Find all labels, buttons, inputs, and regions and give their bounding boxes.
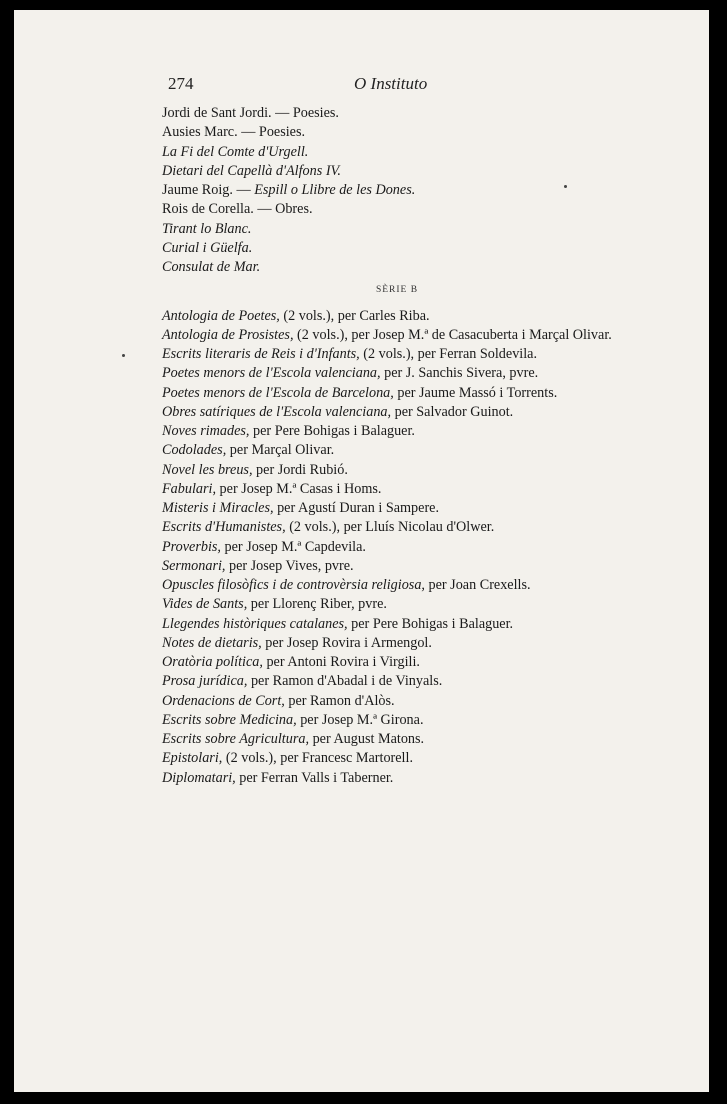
list-item (162, 595, 632, 614)
book-page (14, 10, 709, 1092)
running-title: O Instituto (354, 74, 428, 93)
list-item (162, 730, 632, 749)
series-b-list (162, 307, 632, 788)
list-item (162, 220, 632, 239)
entry-text: Ausies Marc. — Poesies. (162, 124, 306, 141)
entry-title: Sermonari, (162, 557, 226, 574)
entry-title: Notes de dietaris, (162, 634, 262, 651)
list-item (162, 384, 632, 403)
list-item (162, 441, 632, 460)
entry-author: per Agustí Duran i Sampere. (273, 500, 440, 516)
series-a-list (162, 104, 632, 277)
entry-author: (2 vols.), per Ferran Soldevila. (359, 346, 538, 362)
list-item (162, 307, 632, 326)
entry-author: (2 vols.), per Carles Riba. (279, 307, 430, 324)
entry-author: per Antoni Rovira i Virgili. (262, 654, 420, 670)
list-item (162, 345, 632, 364)
list-item (162, 200, 632, 219)
list-item (162, 104, 632, 123)
entry-author: (2 vols.), per Lluís Nicolau d'Olwer. (285, 519, 495, 536)
entry-title: Fabulari, (162, 480, 216, 497)
entry-title: Opuscles filosòfics i de controvèrsia religiosa, (162, 577, 425, 593)
entry-author: per Llorenç Riber, pvre. (247, 596, 387, 613)
entry-author: per Marçal Olivar. (226, 442, 335, 459)
list-item (162, 123, 632, 142)
entry-title: Vides de Sants, (162, 596, 248, 613)
entry-title: Escrits sobre Agricultura, (162, 731, 310, 747)
entry-title: Curial i Güelfa. (162, 239, 253, 256)
list-item (162, 326, 632, 345)
entry-title: Espill o Llibre de les Dones. (254, 182, 416, 198)
entry-author: per Pere Bohigas i Balaguer. (249, 423, 415, 439)
entry-author: per J. Sanchis Sivera, pvre. (380, 365, 539, 382)
entry-author: per Salvador Guinot. (391, 403, 514, 420)
list-item (162, 672, 632, 691)
entry-title: Antologia de Poetes, (162, 307, 280, 324)
entry-text: Jaume Roig. — (162, 182, 255, 198)
entry-title: Poetes menors de l'Escola de Barcelona, (162, 384, 394, 401)
entry-title: Prosa jurídica, (162, 673, 248, 690)
list-item (162, 576, 632, 595)
entry-title: Consulat de Mar. (162, 259, 261, 275)
list-item (162, 143, 632, 162)
entry-author: per Pere Bohigas i Balaguer. (347, 615, 514, 632)
entry-title: Novel les breus, (162, 461, 253, 478)
list-item (162, 615, 632, 634)
entry-author: per Jaume Massó i Torrents. (393, 384, 558, 401)
entry-text: Jordi de Sant Jordi. — Poesies. (162, 105, 339, 121)
entry-title: Escrits literaris de Reis i d'Infants, (162, 346, 360, 362)
list-item (162, 538, 632, 557)
list-item (162, 258, 632, 277)
entry-title: Escrits sobre Medicina, (162, 711, 297, 728)
entry-author: per Josep M.ª Casas i Homs. (216, 480, 382, 497)
entry-title: Escrits d'Humanistes, (162, 519, 286, 536)
entry-text: Rois de Corella. — Obres. (162, 201, 313, 218)
entry-author: per Josep Rovira i Armengol. (261, 634, 432, 651)
page-number: 274 (168, 74, 194, 93)
list-item (162, 499, 632, 518)
list-item (162, 162, 632, 181)
entry-author: per Josep M.ª Capdevila. (220, 538, 366, 555)
list-item (162, 769, 632, 788)
entry-title: Misteris i Miracles, (162, 500, 274, 516)
list-item (162, 480, 632, 499)
page-header (164, 74, 564, 98)
entry-author: per Josep Vives, pvre. (225, 557, 354, 574)
entry-title: Proverbis, (162, 538, 221, 555)
entry-author: per Josep M.ª Girona. (296, 711, 424, 728)
list-item (162, 403, 632, 422)
entry-author: per Ferran Valls i Taberner. (235, 769, 394, 786)
list-item (162, 711, 632, 730)
entry-author: (2 vols.), per Francesc Martorell. (222, 750, 413, 767)
entry-title: Tirant lo Blanc. (162, 220, 252, 237)
list-item (162, 422, 632, 441)
entry-title: Obres satíriques de l'Escola valenciana, (162, 403, 392, 420)
entry-title: Antologia de Prosistes, (162, 326, 294, 343)
entry-title: La Fi del Comte d'Urgell. (162, 143, 309, 160)
entry-title: Oratòria política, (162, 654, 263, 670)
entry-author: per Ramon d'Abadal i de Vinyals. (247, 673, 443, 690)
entry-title: Poetes menors de l'Escola valenciana, (162, 365, 381, 382)
entry-author: per August Matons. (309, 731, 425, 747)
entry-author: per Joan Crexells. (424, 577, 531, 593)
entry-title: Ordenacions de Cort, (162, 692, 285, 709)
entry-title: Noves rimades, (162, 423, 250, 439)
entry-title: Diplomatari, (162, 769, 236, 786)
ink-speck (122, 354, 125, 357)
list-item (162, 557, 632, 576)
entry-title: Epistolari, (162, 750, 223, 767)
entry-author: (2 vols.), per Josep M.ª de Casacuberta i Marçal Olivar. (293, 326, 612, 343)
list-item (162, 239, 632, 258)
entry-title: Llegendes històriques catalanes, (162, 615, 348, 632)
list-item (162, 749, 632, 768)
list-item (162, 364, 632, 383)
entry-title: Dietari del Capellà d'Alfons IV. (162, 162, 341, 179)
list-item (162, 653, 632, 672)
catalogue-list (162, 104, 632, 788)
list-item (162, 461, 632, 480)
list-item (162, 634, 632, 653)
list-item (162, 692, 632, 711)
entry-author: per Ramon d'Alòs. (284, 692, 395, 709)
entry-author: per Jordi Rubió. (252, 461, 348, 478)
entry-title: Codolades, (162, 442, 227, 459)
section-heading: SÈRIE B (375, 285, 419, 296)
list-item (162, 181, 632, 200)
list-item (162, 518, 632, 537)
